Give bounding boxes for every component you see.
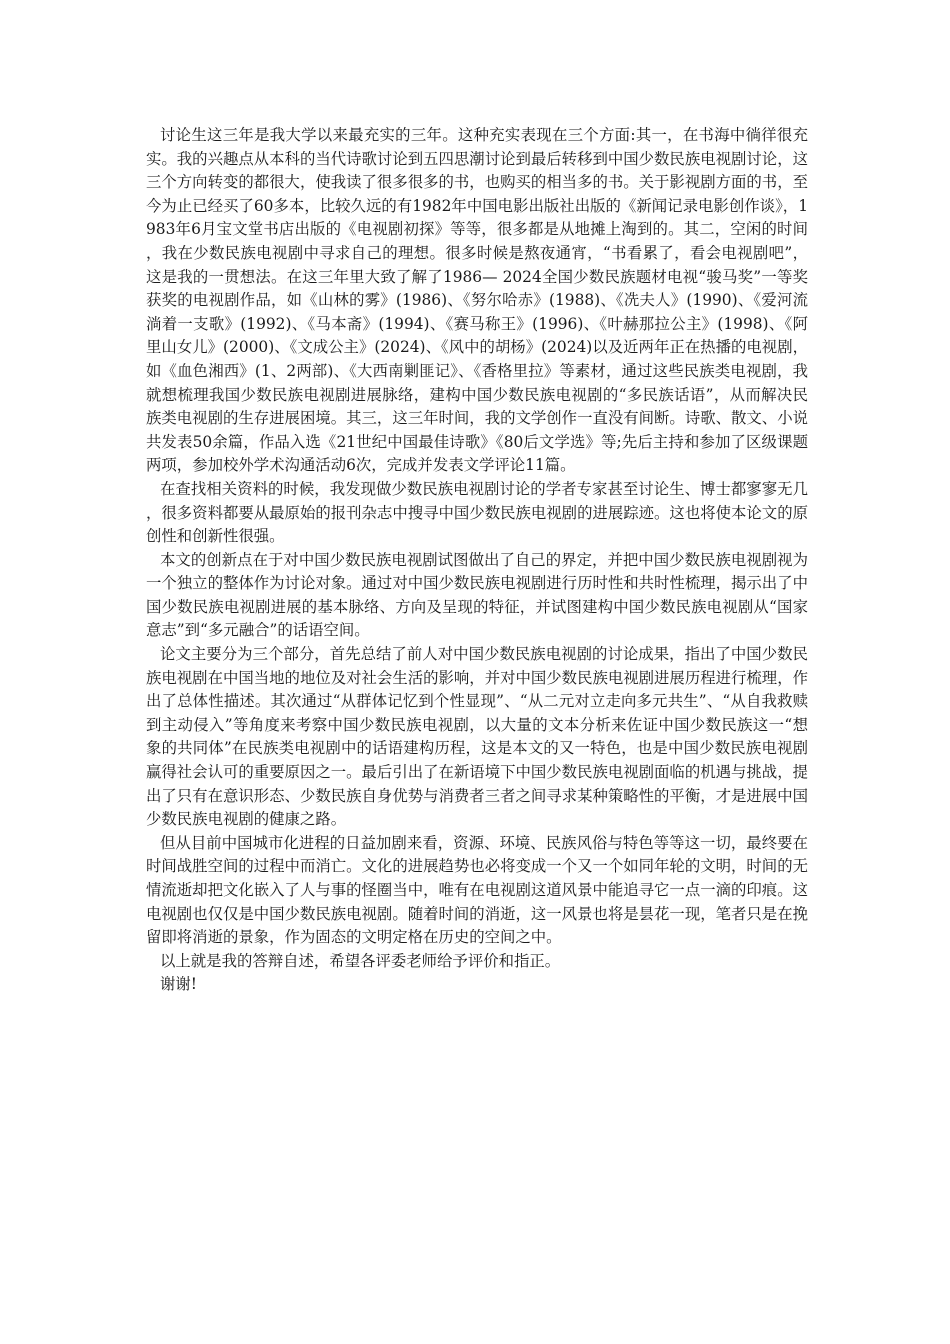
- paragraph-thesis-structure: 论文主要分为三个部分，首先总结了前人对中国少数民族电视剧的讨论成果，指出了中国少数民族电视剧在中国当地的地位及对社会生活的影响，并对中国少数民族电视剧进展历程进行梳理，作出了总体性描述。其次通过“从群体记忆到个性显现”、“从二元对立走向多元共生”、“从自我救赎到主动侵入”等角度来考察中国少数民族电视剧，以大量的文本分析来佐证中国少数民族这一“想象的共同体”在民族类电视剧中的话语建构历程，这是本文的又一特色，也是中国少数民族电视剧赢得社会认可的重要原因之一。最后引出了在新语境下中国少数民族电视剧面临的机遇与挑战，提出了只有在意识形态、少数民族自身优势与消费者三者之间寻求某种策略性的平衡，才是进展中国少数民族电视剧的健康之路。: [146, 645, 808, 829]
- paragraph-research-materials: 在查找相关资料的时候，我发现做少数民族电视剧讨论的学者专家甚至讨论生、博士都寥寥无几，很多资料都要从最原始的报刊杂志中搜寻中国少数民族电视剧的进展踪迹。这也将使本论文的原创性和创新性很强。: [146, 479, 808, 546]
- paragraph-study-summary: 讨论生这三年是我大学以来最充实的三年。这种充实表现在三个方面:其一，在书海中徜徉很充实。我的兴趣点从本科的当代诗歌讨论到五四思潮讨论到最后转移到中国少数民族电视剧讨论，这三个方向转变的都很大，使我读了很多很多的书，也购买的相当多的书。关于影视剧方面的书，至今为止已经买了60多本，比较久远的有1982年中国电影出版社出版的《新闻记录电影创作谈》，1983年6月宝文堂书店出版的《电视剧初探》等等，很多都是从地摊上淘到的。其二，空闲的时间，我在少数民族电视剧中寻求自己的理想。很多时候是熬夜通宵，“书看累了，看会电视剧吧”，这是我的一贯想法。在这三年里大致了解了1986— 2024全国少数民族题材电视“骏马奖”一等奖获奖的电视剧作品，如《山林的雾》(1986)、《努尔哈赤》(1988)、《冼夫人》(1990)、《爱河流淌着一支歌》(1992)、《马本斋》(1994)、《赛马称王》(1996)、《叶赫那拉公主》(1998)、《阿里山女儿》(2000)、《文成公主》(2024)、《风中的胡杨》(2024)以及近两年正在热播的电视剧，如《血色湘西》(1、2两部)、《大西南剿匪记》、《香格里拉》等素材，通过这些民族类电视剧，我就想梳理我国少数民族电视剧进展脉络，建构中国少数民族电视剧的“多民族话语”，从而解决民族类电视剧的生存进展困境。其三，这三年时间，我的文学创作一直没有间断。诗歌、散文、小说共发表50余篇，作品入选《21世纪中国最佳诗歌》《80后文学选》等;先后主持和参加了区级课题两项，参加校外学术沟通活动6次，完成并发表文学评论11篇。: [146, 126, 808, 475]
- paragraph-outlook: 但从目前中国城市化进程的日益加剧来看，资源、环境、民族风俗与特色等等这一切，最终要在时间战胜空间的过程中而消亡。文化的进展趋势也必将变成一个又一个如同年轮的文明，时间的无情流逝却把文化嵌入了人与事的怪圈当中，唯有在电视剧这道风景中能追寻它一点一滴的印痕。这电视剧也仅仅是中国少数民族电视剧。随着时间的消逝，这一风景也将是昙花一现，笔者只是在挽留即将消逝的景象，作为固态的文明定格在历史的空间之中。: [146, 833, 808, 947]
- paragraph-innovation: 本文的创新点在于对中国少数民族电视剧试图做出了自己的界定，并把中国少数民族电视剧视为一个独立的整体作为讨论对象。通过对中国少数民族电视剧进行历时性和共时性梳理，揭示出了中国少数民族电视剧进展的基本脉络、方向及呈现的特征，并试图建构中国少数民族电视剧从“国家意志”到“多元融合”的话语空间。: [146, 550, 808, 640]
- paragraph-thanks: 谢谢!: [160, 975, 197, 994]
- paragraph-closing: 以上就是我的答辩自述，希望各评委老师给予评价和指正。: [160, 951, 561, 970]
- document-body: [146, 124, 808, 997]
